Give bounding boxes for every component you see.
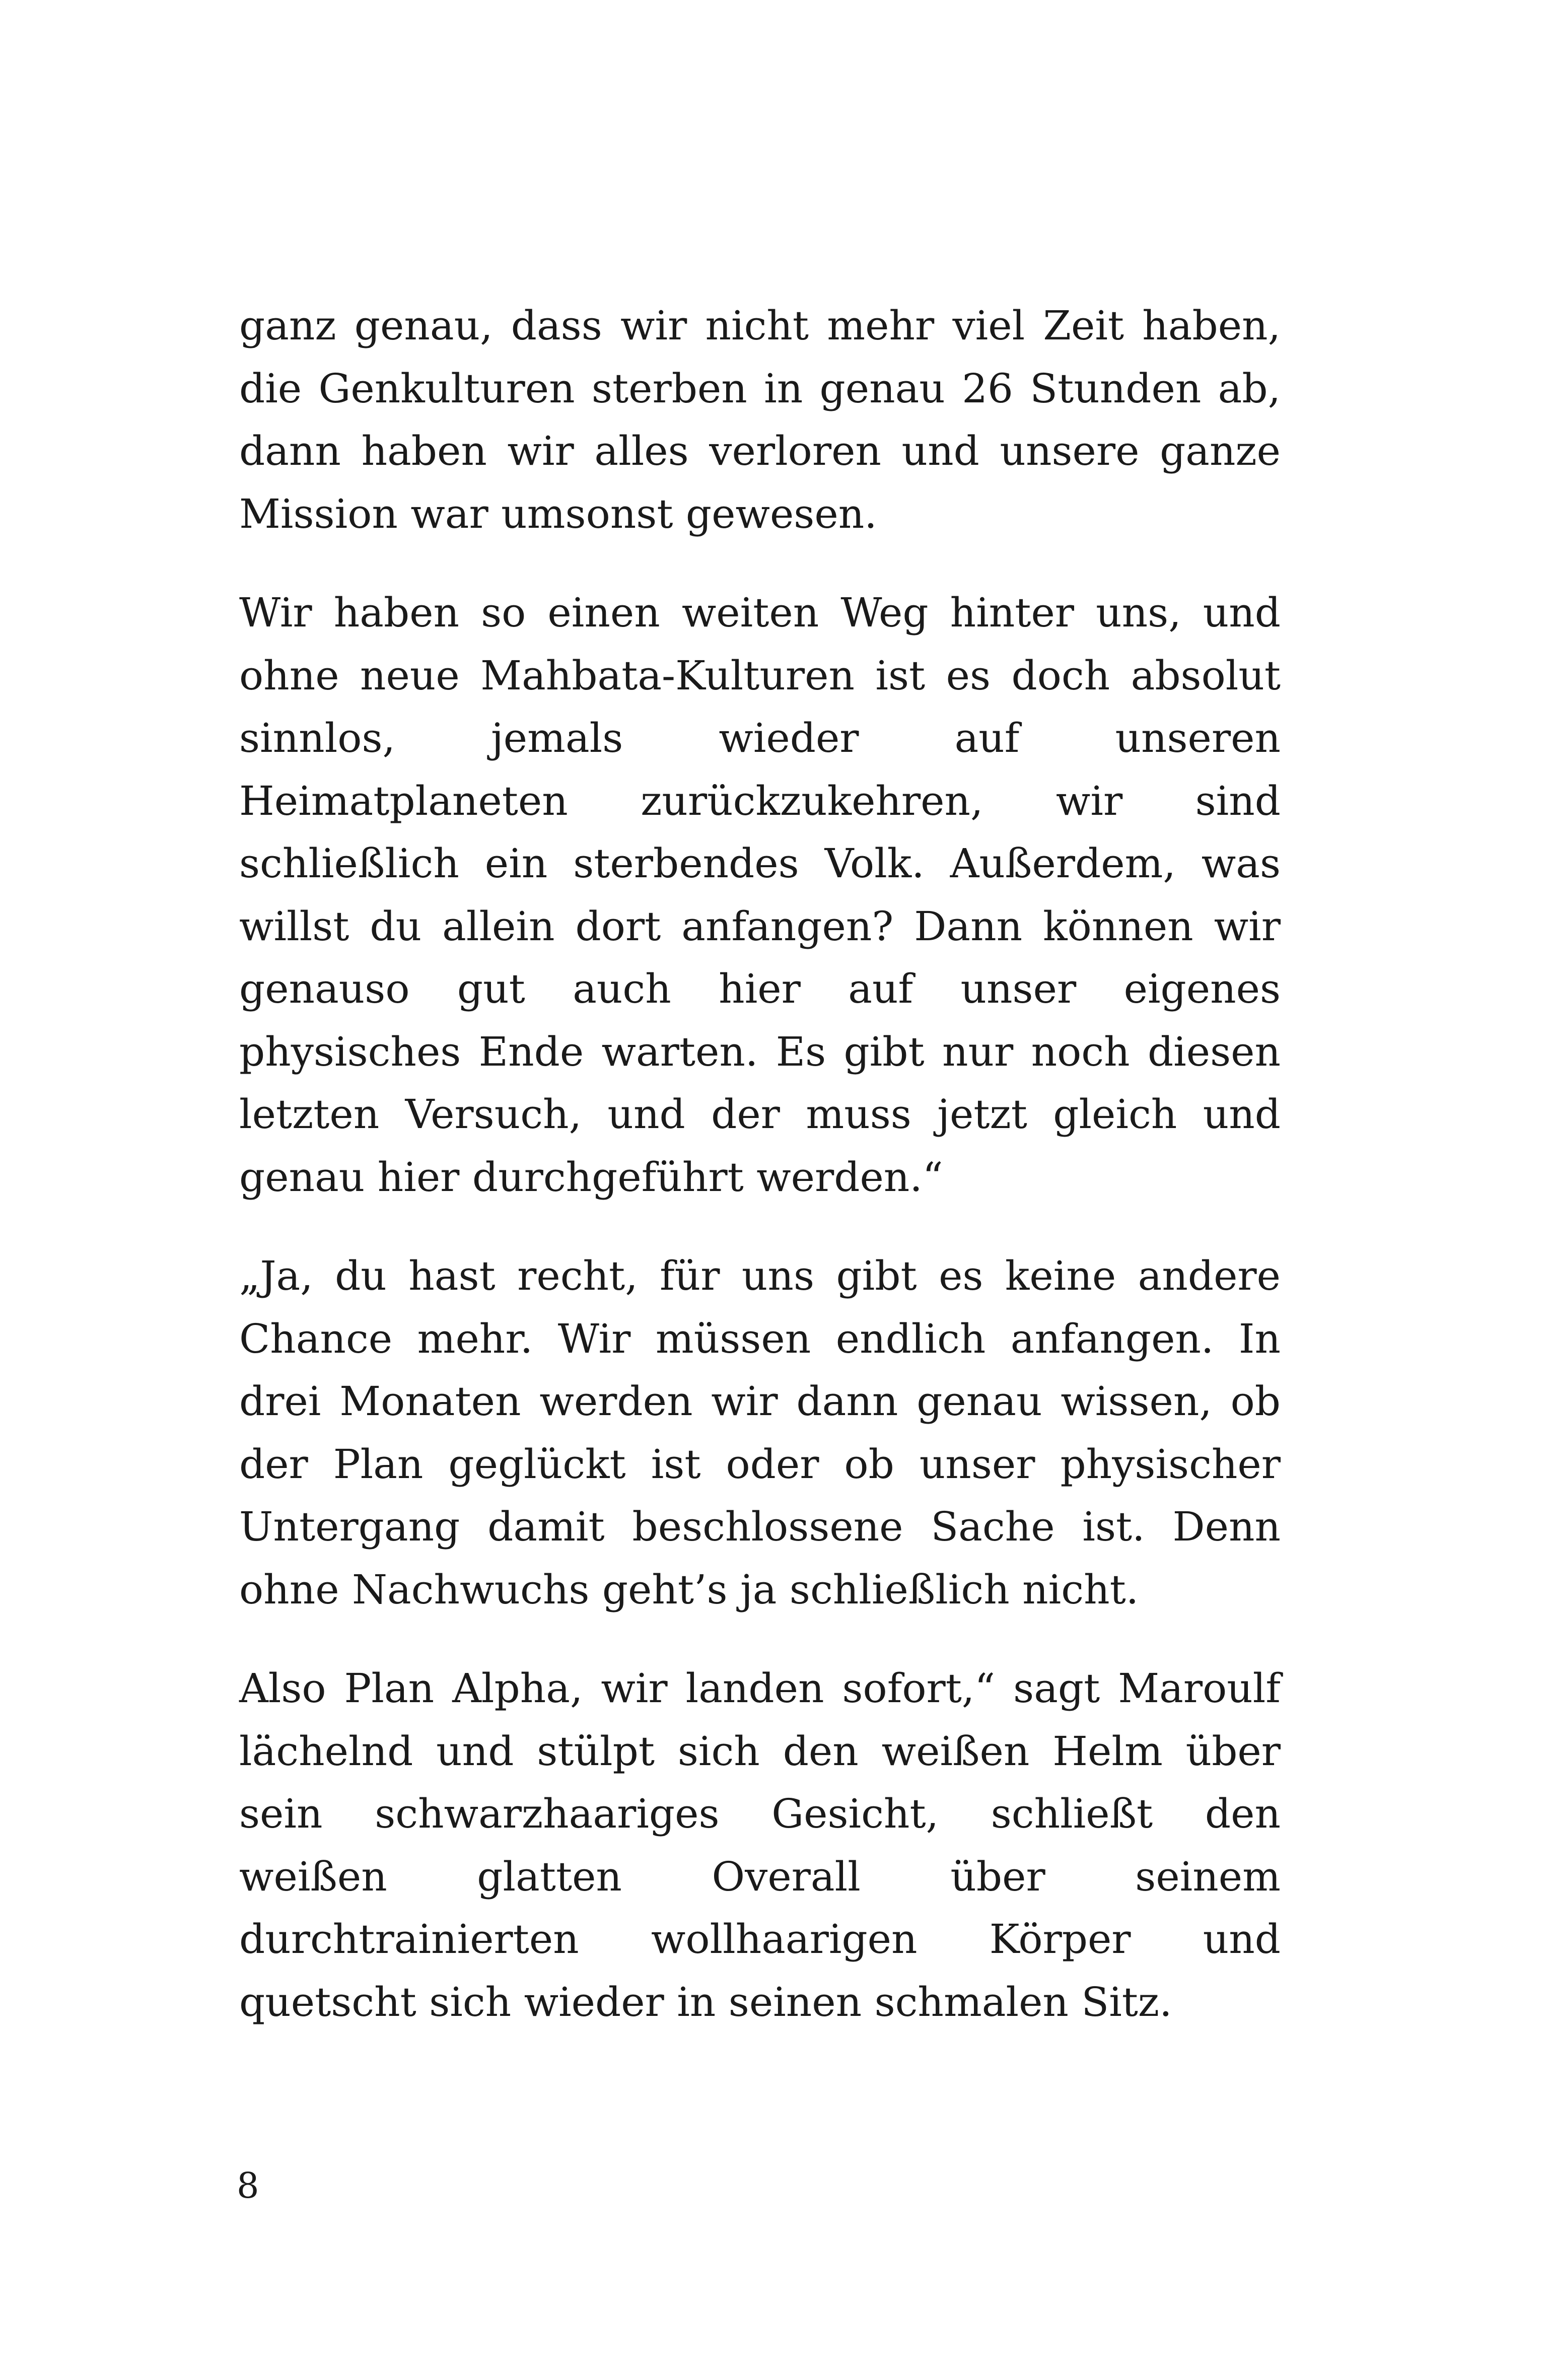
paragraph-3: „Ja, du hast recht, für uns gibt es keine andere Chance mehr. Wir müssen endlich anfangen. In drei Monaten werden wir dann genau wissen, ob der Plan geglückt ist oder ob unser physischer Untergang damit beschlossene Sache ist. Denn ohne Nachwuchs geht’s ja schließlich nicht. — [239, 1252, 1281, 1613]
body-text — [239, 295, 1281, 2034]
paragraph-2: Wir haben so einen weiten Weg hinter uns, und ohne neue Mahbata-Kulturen ist es doch absolut sinnlos, jemals wieder auf unseren Heimatplaneten zurückzukehren, wir sind schließlich ein sterbendes Volk. Außerdem, was willst du allein dort anfangen? Dann können wir genauso gut auch hier auf unser eigenes physisches Ende warten. Es gibt nur noch diesen letzten Versuch, und der muss jetzt gleich und genau hier durchgeführt werden.“ — [239, 589, 1281, 1201]
page-number: 8 — [237, 2165, 259, 2206]
paragraph-1: ganz genau, dass wir nicht mehr viel Zeit haben, die Genkulturen sterben in genau 26 Stunden ab, dann haben wir alles verloren und unsere ganze Mission war umsonst gewesen. — [239, 302, 1281, 537]
paragraph-4: Also Plan Alpha, wir landen sofort,“ sagt Maroulf lächelnd und stülpt sich den weißen Helm über sein schwarzhaariges Gesicht, schließt den weißen glatten Overall über seinem durchtrainierten wollhaarigen Körper und quetscht sich wieder in seinen schmalen Sitz. — [239, 1665, 1281, 2025]
